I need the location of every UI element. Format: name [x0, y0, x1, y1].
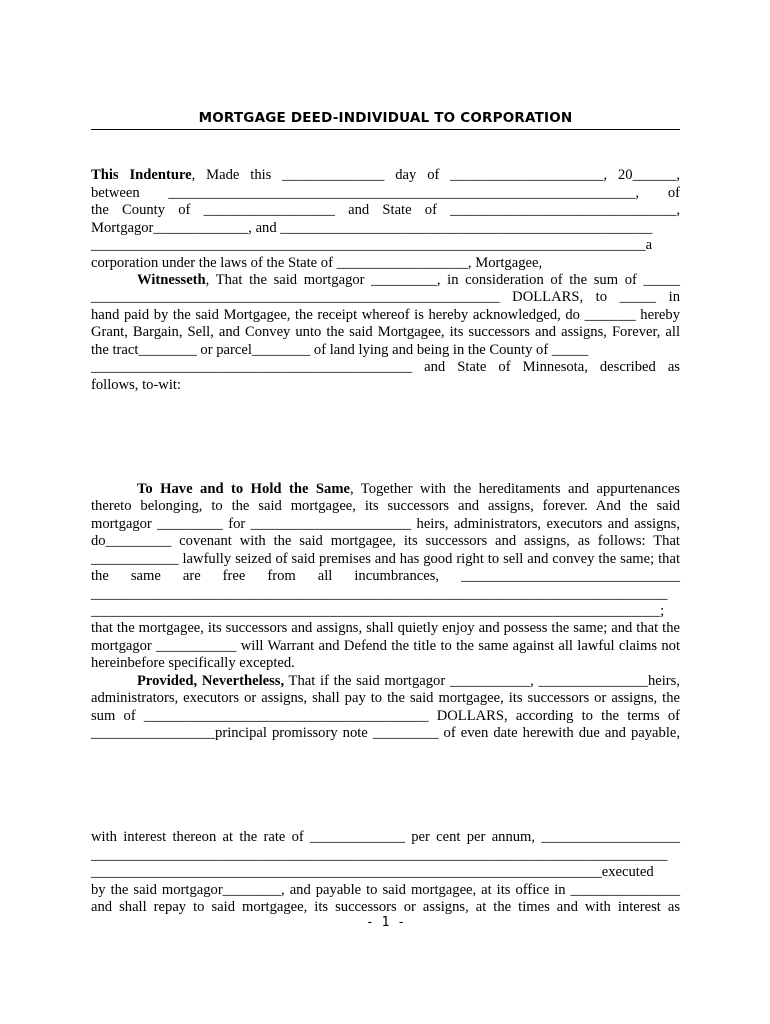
- p1-line-1-text: , Made this ______________ day of _____________________, 20______,: [191, 167, 681, 183]
- p3-line-6: the same are free from all incumbrances, ______________________________: [91, 568, 680, 584]
- p3-line-11: hereinbefore specifically excepted.: [91, 655, 295, 671]
- p1-line-4: Mortgagor_____________, and ___________________________________________________: [91, 220, 653, 236]
- p3-line-4: do_________ covenant with the said mortgagee, its successors and assigns, as follows: That: [91, 533, 680, 549]
- p2-line-7: follows, to-wit:: [91, 377, 181, 393]
- p1-line-5: ____________________________________________________________________________a: [91, 237, 653, 253]
- p2-line-1: [91, 271, 680, 289]
- p5-line-1: with interest thereon at the rate of _____________ per cent per annum, ___________________: [91, 829, 680, 845]
- p3-line-10: mortgagor ___________ will Warrant and Defend the title to the same against all lawful claims not: [91, 638, 680, 654]
- p2-line-1-text: , That the said mortgagor _________, in consideration of the sum of _____: [205, 272, 680, 288]
- document-title: MORTGAGE DEED-INDIVIDUAL TO CORPORATION: [198, 110, 573, 126]
- p4-line-2: administrators, executors or assigns, shall pay to the said mortgagee, its successors or assigns, the: [91, 690, 680, 706]
- p3-line-3: mortgagor _________ for ______________________ heirs, administrators, executors and assigns,: [91, 516, 680, 532]
- p3-line-7: _______________________________________________________________________________: [91, 586, 668, 602]
- p2-bold-lead: Witnesseth: [137, 272, 206, 288]
- p2-line-6: ____________________________________________ and State of Minnesota, described as: [91, 359, 680, 375]
- p3-line-5: ____________ lawfully seized of said premises and has good right to sell and convey the same; that: [91, 551, 680, 567]
- p5-line-5: and shall repay to said mortgagee, its successors or assigns, at the times and with interest as: [91, 899, 680, 915]
- p4-bold-lead: Provided, Nevertheless,: [137, 673, 285, 689]
- p4-line-4: _________________principal promissory note _________ of even date herewith due and payable,: [91, 725, 680, 741]
- p3-line-9: that the mortgagee, its successors and assigns, shall quietly enjoy and possess the same; and that the: [91, 620, 680, 636]
- p1-line-1: [91, 166, 680, 184]
- p4-line-1: [91, 672, 680, 690]
- p4-line-3: sum of _______________________________________ DOLLARS, according to the terms of: [91, 708, 680, 724]
- p1-line-2: between ________________________________________________________________, of: [91, 185, 680, 201]
- p3-bold-lead: To Have and to Hold the Same: [137, 481, 350, 497]
- p5-line-2: _______________________________________________________________________________: [91, 847, 668, 863]
- p5-line-3: ______________________________________________________________________executed: [91, 864, 654, 880]
- p3-line-8: ______________________________________________________________________________;: [91, 603, 665, 619]
- p1-line-6: corporation under the laws of the State of __________________, Mortgagee,: [91, 255, 543, 271]
- p3-line-1: [91, 480, 680, 498]
- p1-bold-lead: This Indenture: [91, 167, 192, 183]
- p5-line-4: by the said mortgagor________, and payable to said mortgagee, at its office in _______________: [91, 882, 680, 898]
- title-underline: [91, 129, 680, 130]
- p3-line-2: thereto belonging, to the said mortgagee, its successors and assigns, forever. And the said: [91, 498, 680, 514]
- p2-line-5: the tract________ or parcel________ of land lying and being in the County of _____: [91, 342, 589, 358]
- p1-line-3: the County of __________________ and State of _______________________________,: [91, 202, 680, 218]
- p3-line-1-text: , Together with the hereditaments and appurtenances: [349, 481, 680, 497]
- page-number: - 1 -: [365, 915, 406, 930]
- p2-line-3: hand paid by the said Mortgagee, the receipt whereof is hereby acknowledged, do _______ hereby: [91, 307, 680, 323]
- p2-line-4: Grant, Bargain, Sell, and Convey unto the said Mortgagee, its successors and assigns, Forever, all: [91, 324, 680, 340]
- p4-line-1-text: That if the said mortgagor ___________, _______________heirs,: [284, 673, 680, 689]
- p2-line-2: ________________________________________________________ DOLLARS, to _____ in: [91, 289, 680, 305]
